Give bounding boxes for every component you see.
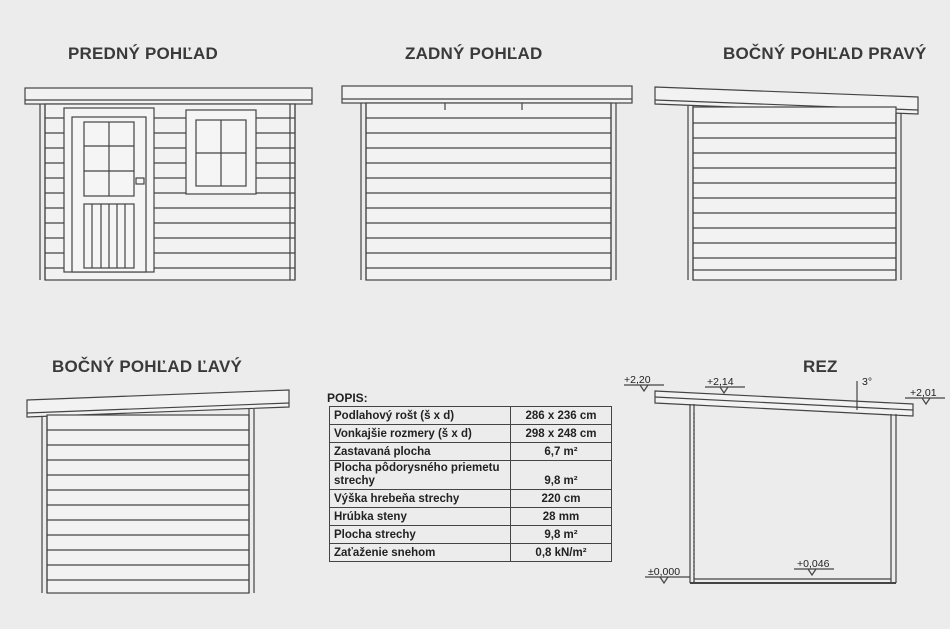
height-label-2-14: +2,14 [707, 376, 734, 388]
front-elevation [25, 88, 312, 280]
spec-key: Zastavaná plocha [330, 443, 511, 461]
spec-row [330, 508, 612, 526]
spec-row [330, 544, 612, 562]
height-label-2-01: +2,01 [910, 387, 937, 399]
spec-key: Plocha strechy [330, 526, 511, 544]
spec-value: 298 x 248 cm [511, 425, 612, 443]
front-door [64, 108, 154, 272]
spec-value: 6,7 m² [511, 443, 612, 461]
floor-level-label: +0,046 [797, 558, 830, 570]
left-wall [47, 415, 249, 593]
front-window [186, 110, 256, 194]
spec-key: Výška hrebeňa strechy [330, 490, 511, 508]
spec-row [330, 425, 612, 443]
spec-value: 0,8 kN/m² [511, 544, 612, 562]
left-roof-board [27, 390, 289, 417]
left-view-title: BOČNÝ POHĽAD ĽAVÝ [52, 357, 243, 376]
spec-value: 28 mm [511, 508, 612, 526]
spec-value: 220 cm [511, 490, 612, 508]
spec-key: Hrúbka steny [330, 508, 511, 526]
slope-label: 3° [862, 376, 873, 388]
spec-row [330, 443, 612, 461]
popis-heading: POPIS: [327, 391, 368, 405]
spec-row [330, 490, 612, 508]
front-roof-board [25, 88, 312, 104]
right-elevation [655, 87, 918, 280]
back-roof-board [342, 86, 632, 103]
right-wall [693, 107, 896, 280]
left-elevation [27, 390, 289, 593]
ground-level-label: ±0,000 [648, 566, 681, 578]
spec-row [330, 461, 612, 490]
spec-value: 9,8 m² [511, 461, 612, 490]
back-view-title: ZADNÝ POHĽAD [405, 44, 543, 63]
right-view-title: BOČNÝ POHĽAD PRAVÝ [723, 44, 927, 63]
spec-key: Plocha pôdorysného priemetu strechy [330, 461, 511, 490]
spec-value: 9,8 m² [511, 526, 612, 544]
spec-key: Zaťaženie snehom [330, 544, 511, 562]
section-drawing [624, 381, 945, 583]
section-view-title: REZ [803, 357, 838, 376]
spec-table [329, 406, 612, 562]
spec-key: Podlahový rošt (š x d) [330, 407, 511, 425]
back-elevation [342, 86, 632, 280]
spec-value: 286 x 236 cm [511, 407, 612, 425]
spec-row [330, 526, 612, 544]
spec-key: Vonkajšie rozmery (š x d) [330, 425, 511, 443]
spec-row [330, 407, 612, 425]
front-view-title: PREDNÝ POHĽAD [68, 44, 218, 63]
height-label-2-20: +2,20 [624, 374, 651, 386]
